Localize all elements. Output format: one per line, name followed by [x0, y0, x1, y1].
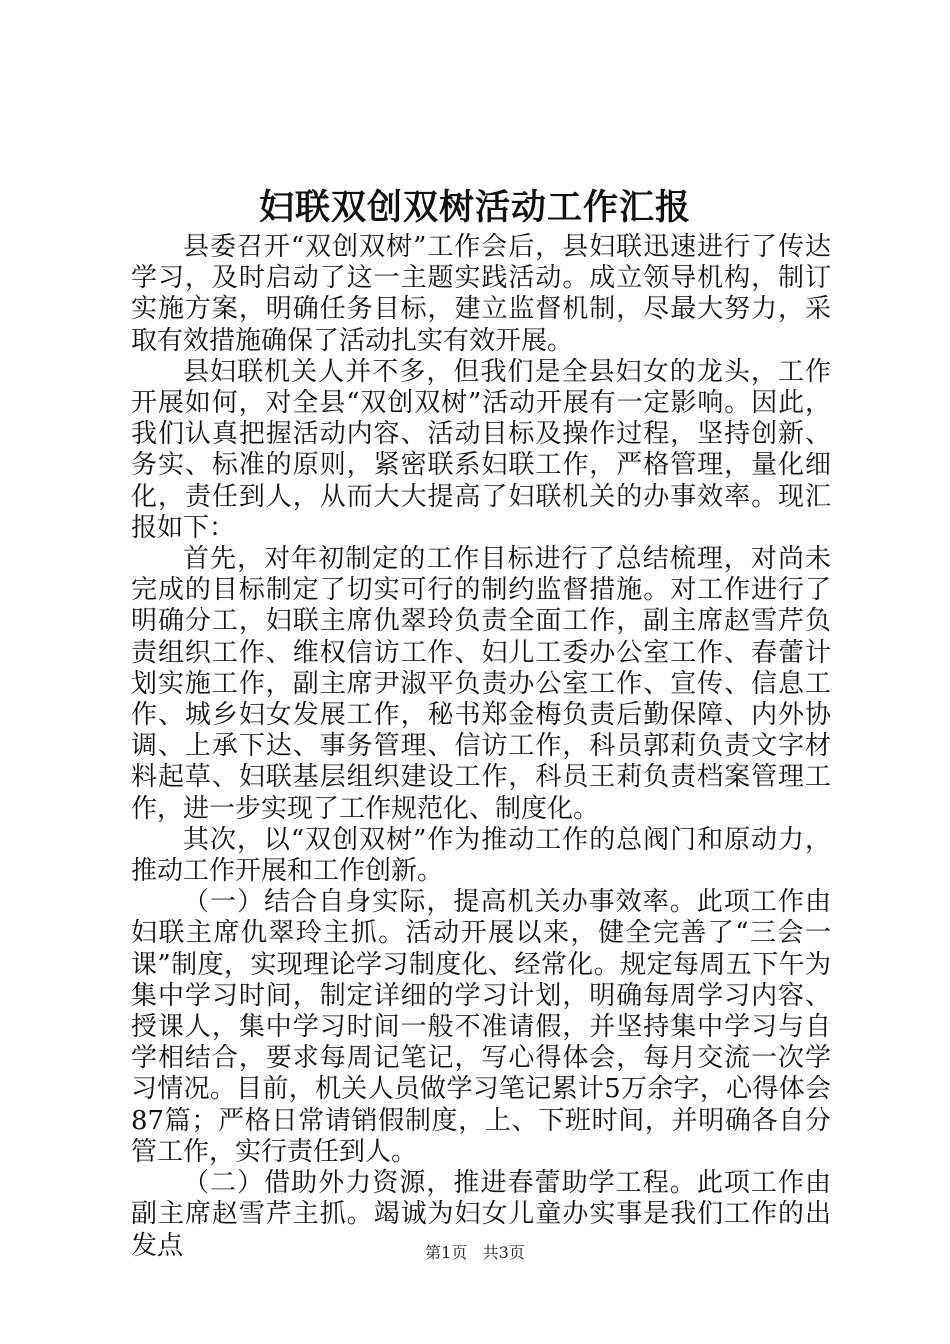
- page-number: 第1页: [425, 1243, 468, 1262]
- paragraph-intro: 县委召开“双创双树”工作会后，县妇联迅速进行了传达学习，及时启动了这一主题实践活动。成立领导机构，制订实施方案，明确任务目标，建立监督机制，尽最大努力，采取有效措施确保了活动扎实有效开展。: [131, 232, 831, 356]
- page-spacer: [472, 1243, 477, 1262]
- paragraph-item-one: （一）结合自身实际，提高机关办事效率。此项工作由妇联主席仇翠玲主抓。活动开展以来，健全完善了“三会一课”制度，实现理论学习制度化、经常化。规定每周五下午为集中学习时间，制定详细的学习计划，明确每周学习内容、授课人，集中学习时间一般不准请假，并坚持集中学习与自学相结合，要求每周记笔记，写心得体会，每月交流一次学习情况。目前，机关人员做学习笔记累计5万余字，心得体会87篇；严格日常请销假制度，上、下班时间，并明确各自分管工作，实行责任到人。: [131, 887, 831, 1167]
- page-total: 共3页: [482, 1243, 525, 1262]
- paragraph-overview: 县妇联机关人并不多，但我们是全县妇女的龙头，工作开展如何，对全县“双创双树”活动开展有一定影响。因此，我们认真把握活动内容、活动目标及操作过程，坚持创新、务实、标准的原则，紧密联系妇联工作，严格管理，量化细化，责任到人，从而大大提高了妇联机关的办事效率。现汇报如下：: [131, 356, 831, 543]
- page-footer: [0, 1241, 950, 1265]
- paragraph-item-two: （二）借助外力资源，推进春蕾助学工程。此项工作由副主席赵雪芹主抓。竭诚为妇女儿童办实事是我们工作的出发点: [131, 1168, 831, 1261]
- document-body: [131, 232, 831, 1262]
- paragraph-first: 首先，对年初制定的工作目标进行了总结梳理，对尚未完成的目标制定了切实可行的制约监督措施。对工作进行了明确分工，妇联主席仇翠玲负责全面工作，副主席赵雪芹负责组织工作、维权信访工作、妇儿工委办公室工作、春蕾计划实施工作，副主席尹淑平负责办公室工作、宣传、信息工作、城乡妇女发展工作，秘书郑金梅负责后勤保障、内外协调、上承下达、事务管理、信访工作，科员郭莉负责文字材料起草、妇联基层组织建设工作，科员王莉负责档案管理工作，进一步实现了工作规范化、制度化。: [131, 544, 831, 824]
- paragraph-second: 其次，以“双创双树”作为推动工作的总阀门和原动力，推动工作开展和工作创新。: [131, 824, 831, 887]
- document-title: 妇联双创双树活动工作汇报: [258, 187, 691, 228]
